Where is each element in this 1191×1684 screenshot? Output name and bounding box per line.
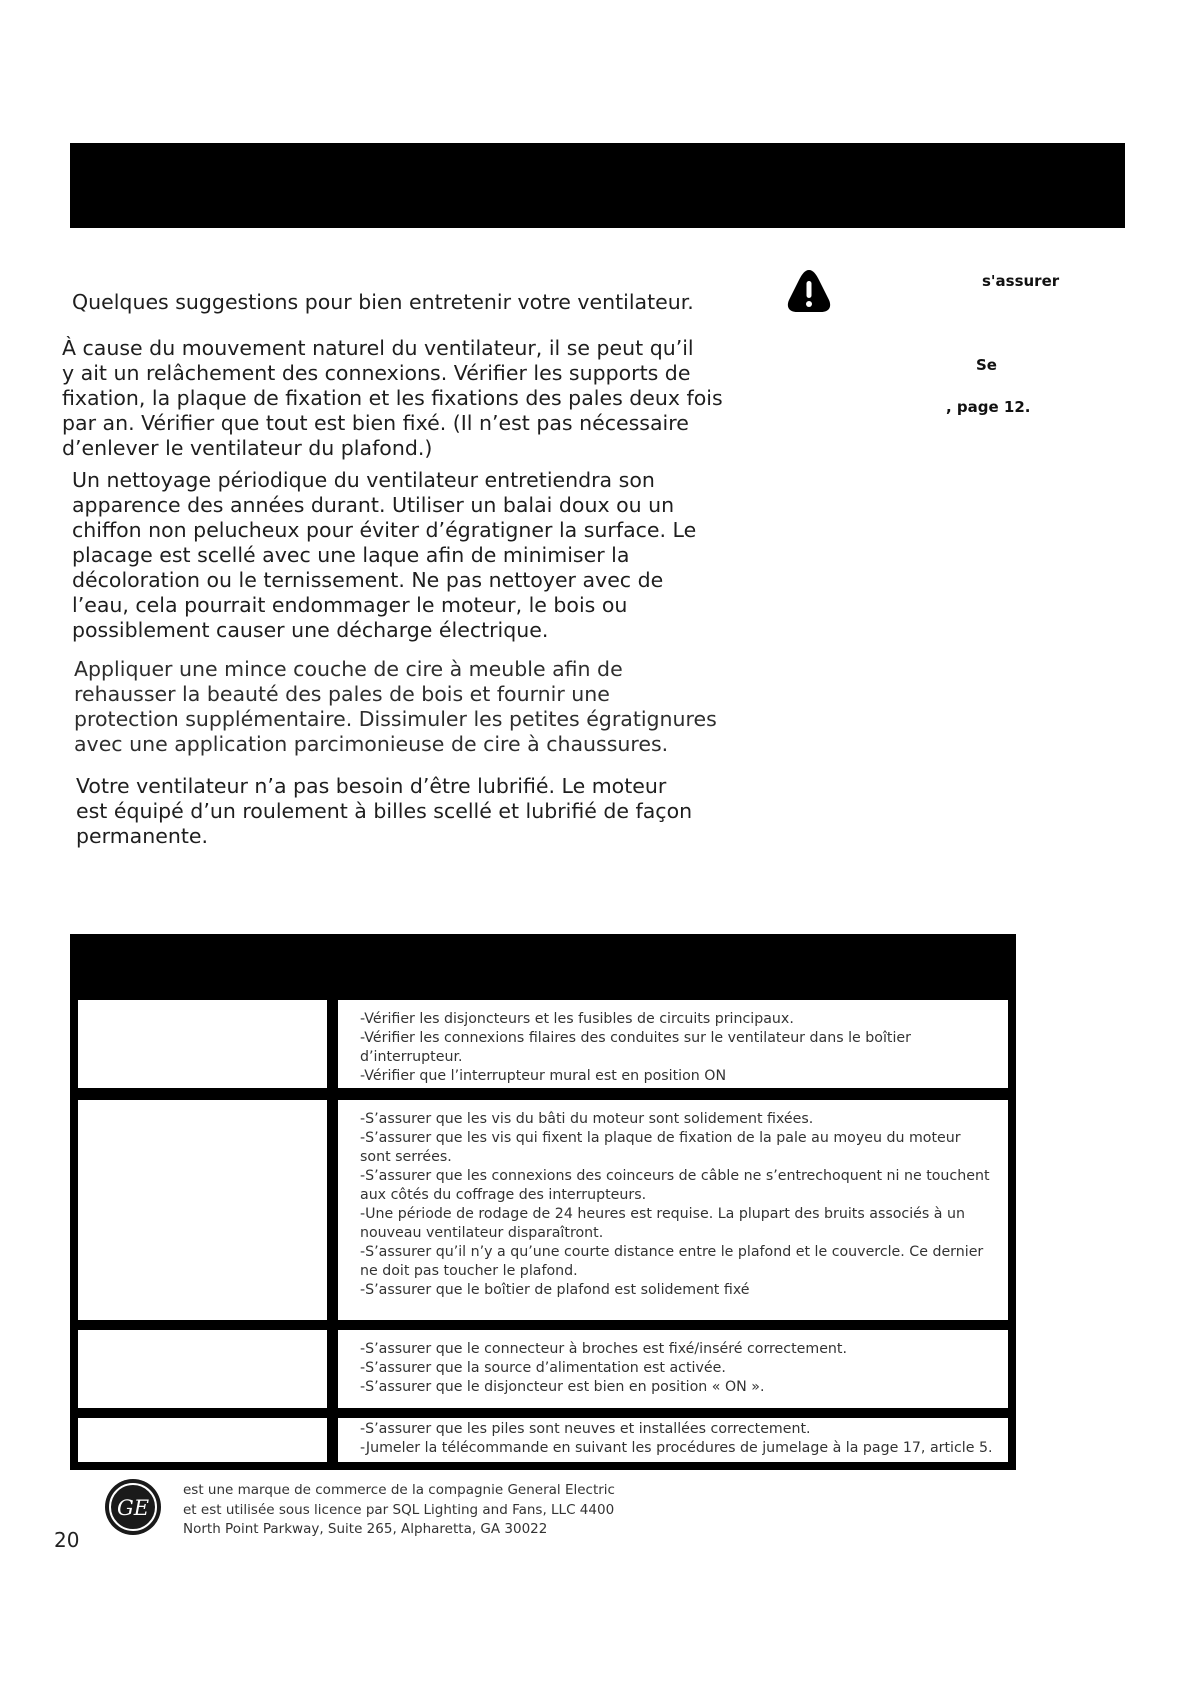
page-number: 20 [54,1528,80,1552]
table-row-1-text: -Vérifier les disjoncteurs et les fusibles de circuits principaux. -Vérifier les connexions filaires des conduites sur le ventilateur dans le boîtier d’interrupteur. -Vérifier que l’interrupteur mural est en position ON [360,1011,911,1084]
table-row-4-solution-cell [338,1418,1008,1462]
table-row-3-text: -S’assurer que le connecteur à broches est fixé/inséré correctement. -S’assurer que la source d’alimentation est activée. -S’assurer que le disjoncteur est bien en position « ON ». [360,1341,847,1395]
cleaning-paragraph: Un nettoyage périodique du ventilateur entretiendra son apparence des années durant. Utiliser un balai doux ou un chiffon non pelucheux pour éviter d’égratigner la surface. Le placage est scellé avec une laque afin de minimiser la décoloration ou le ternissement. Ne pas nettoyer avec de l’eau, cela pourrait endommager le moteur, le bois ou possiblement causer une décharge électrique. [72,468,697,642]
trademark-notice: est une marque de commerce de la compagnie General Electric et est utilisée sous licence par SQL Lighting and Fans, LLC 4400 North Point Parkway, Suite 265, Alpharetta, GA 30022 [183,1482,615,1537]
lubrication-paragraph: Votre ventilateur n’a pas besoin d’être lubrifié. Le moteur est équipé d’un roulement à billes scellé et lubrifié de façon permanente. [76,774,693,848]
table-row-3-problem-cell [78,1330,327,1408]
intro-paragraph: Quelques suggestions pour bien entretenir votre ventilateur. [72,290,694,314]
table-row-4-problem-cell [78,1418,327,1462]
wax-paragraph: Appliquer une mince couche de cire à meuble afin de rehausser la beauté des pales de bois et fournir une protection supplémentaire. Dissimuler les petites égratignures avec une application parcimonieuse de cire à chaussures. [74,657,717,756]
ge-logo-text: GE [116,1496,150,1520]
section-header-bar [70,143,1125,228]
sidebar-text-3: , page 12. [946,398,1031,416]
table-row-4-text: -S’assurer que les piles sont neuves et installées correctement. -Jumeler la télécommande en suivant les procédures de jumelage à la page 17, article 5. [360,1421,993,1456]
sidebar-text-1: s'assurer [982,272,1060,290]
warning-icon [786,268,832,318]
table-row-1-solution-cell [338,1000,1008,1088]
table-row-2-problem-cell [78,1100,327,1320]
table-row-1-problem-cell [78,1000,327,1088]
table-row-2-text: -S’assurer que les vis du bâti du moteur sont solidement fixées. -S’assurer que les vis qui fixent la plaque de fixation de la pale au moyeu du moteur sont serrées. -S’assurer que les connexions des coinceurs de câble ne s’entrechoquent ni ne touchent aux côtés du coffrage des interrupteurs. -Une période de rodage de 24 heures est requise. La plupart des bruits associés à un nouveau ventilateur disparaîtront. -S’assurer qu’il n’y a qu’une courte distance entre le plafond et le couvercle. Ce dernier ne doit pas toucher le plafond. -S’assurer que le boîtier de plafond est solidement fixé [360,1111,990,1298]
troubleshooting-table [70,934,1016,1470]
connections-paragraph: À cause du mouvement naturel du ventilateur, il se peut qu’il y ait un relâchement des connexions. Vérifier les supports de fixation, la plaque de fixation et les fixations des pales deux fois par an. Vérifier que tout est bien fixé. (Il n’est pas nécessaire d’enlever le ventilateur du plafond.) [62,336,723,460]
table-row-2-solution-cell [338,1100,1008,1320]
sidebar-text-2: Se [976,356,997,374]
table-row-3-solution-cell [338,1330,1008,1408]
ge-logo [104,1478,162,1540]
